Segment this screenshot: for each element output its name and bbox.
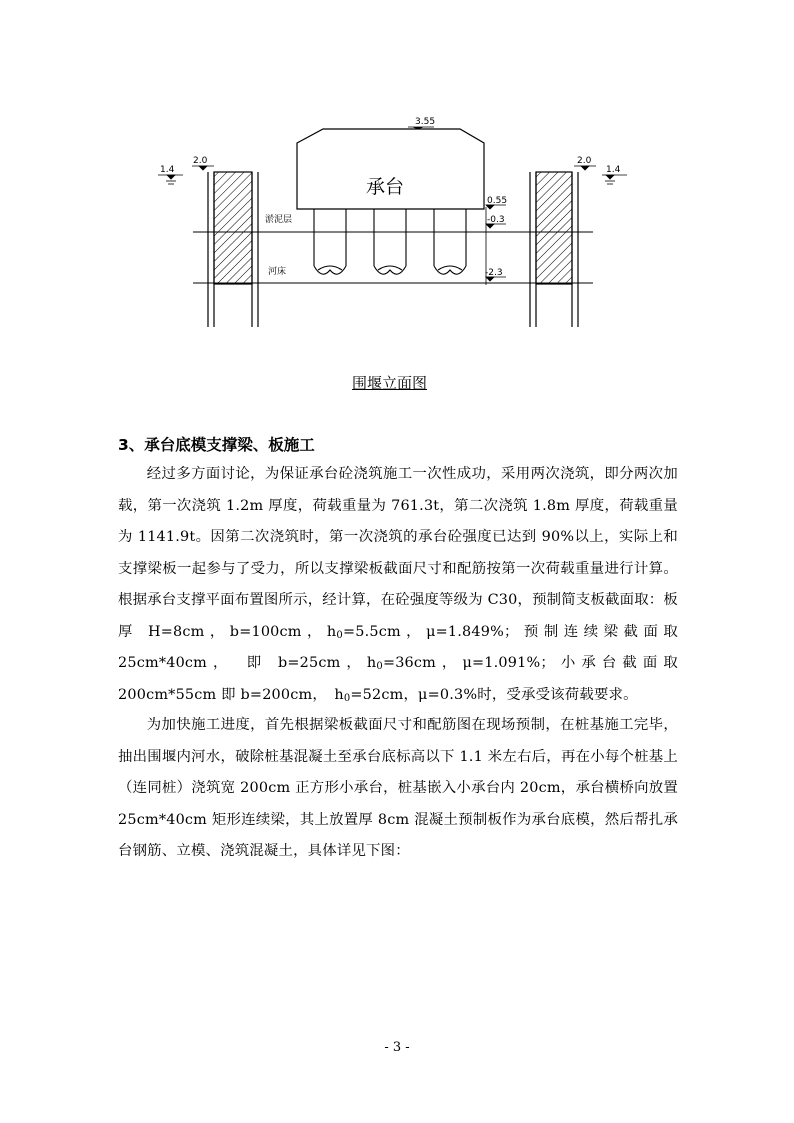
pile-2 xyxy=(374,209,406,274)
cofferdam-elevation-diagram xyxy=(0,0,794,340)
elevation-top-label: 3.55 xyxy=(415,117,436,127)
right-water-level-marker xyxy=(602,175,627,184)
paragraph-load-analysis xyxy=(118,459,678,711)
pile-3 xyxy=(434,209,466,274)
riverbed-label: 河床 xyxy=(268,267,287,277)
p1-text-4: =52cm，μ=0.3%时，受承受该荷载要求。 xyxy=(350,686,638,703)
right-cofferdam xyxy=(530,172,578,327)
pile-1 xyxy=(314,209,346,274)
mud-elevation-label: -0.3 xyxy=(487,215,505,225)
left-water-level-marker xyxy=(158,175,183,184)
left-cofferdam-top-label: 2.0 xyxy=(193,156,208,166)
left-cofferdam-top-marker xyxy=(192,166,214,170)
paragraph-construction-steps: 为加快施工进度，首先根据梁板截面尺寸和配筋图在现场预制，在桩基施工完毕，抽出围堰内河水，破除桩基混凝土至承台底标高以下 1.1 米左右后，再在小每个桩基上（连同桩）浇筑宽 200cm 正方形小承台，桩基嵌入小承台内 20cm，承台横桥向放置 25cm*40cm 矩形连续梁，其上放置厚 8cm 混凝土预制板作为承台底模，然后帮扎承台钢筋、立模、浇筑混凝土，具体详见下图： xyxy=(118,717,678,859)
left-cofferdam xyxy=(208,172,258,327)
page-number: - 3 - xyxy=(384,1040,410,1055)
diagram-caption: 围堰立面图 xyxy=(352,374,428,392)
right-water-level-label: 1.4 xyxy=(606,165,621,175)
p1-text-2: =5.5cm，μ=1.849%；预制连续梁截面取 25cm*40cm， 即 b=25cm，h xyxy=(118,623,679,671)
right-cofferdam-top-label: 2.0 xyxy=(577,156,592,166)
cap-bottom-elevation-label: 0.55 xyxy=(487,196,508,206)
pile-cap-label: 承台 xyxy=(366,176,405,198)
p1-text-1: 经过多方面讨论，为保证承台砼浇筑施工一次性成功，采用两次浇筑，即分两次加载，第一次浇筑 1.2m 厚度，荷载重量为 761.3t，第二次浇筑 1.8m 厚度，荷载重量为 1141.9t。因第二次浇筑时，第一次浇筑的承台砼强度已达到 90%以上，实际上和支撑梁板一起参与了受力，所以支撑梁板截面尺寸和配筋按第一次荷载重量进行计算。根据承台支撑平面布置图所示，经计算，在砼强度等级为 C30，预制简支板截面取：板厚 H=8cm，b=100cm，h xyxy=(118,466,678,640)
right-cofferdam-top-marker xyxy=(574,166,596,170)
mud-layer-label: 淤泥层 xyxy=(265,215,293,225)
p1-text-3: =36cm，μ=1.091%；小承台截面取 200cm*55cm 即 b=200cm， h xyxy=(118,655,678,703)
riverbed-elevation-label: -2.3 xyxy=(485,268,503,278)
p1-sub-2: 0 xyxy=(376,661,383,672)
p1-sub-1: 0 xyxy=(336,629,343,641)
section-heading: 3、承台底模支撑梁、板施工 xyxy=(118,436,315,454)
p1-sub-3: 0 xyxy=(343,692,351,704)
left-water-level-label: 1.4 xyxy=(160,165,175,175)
